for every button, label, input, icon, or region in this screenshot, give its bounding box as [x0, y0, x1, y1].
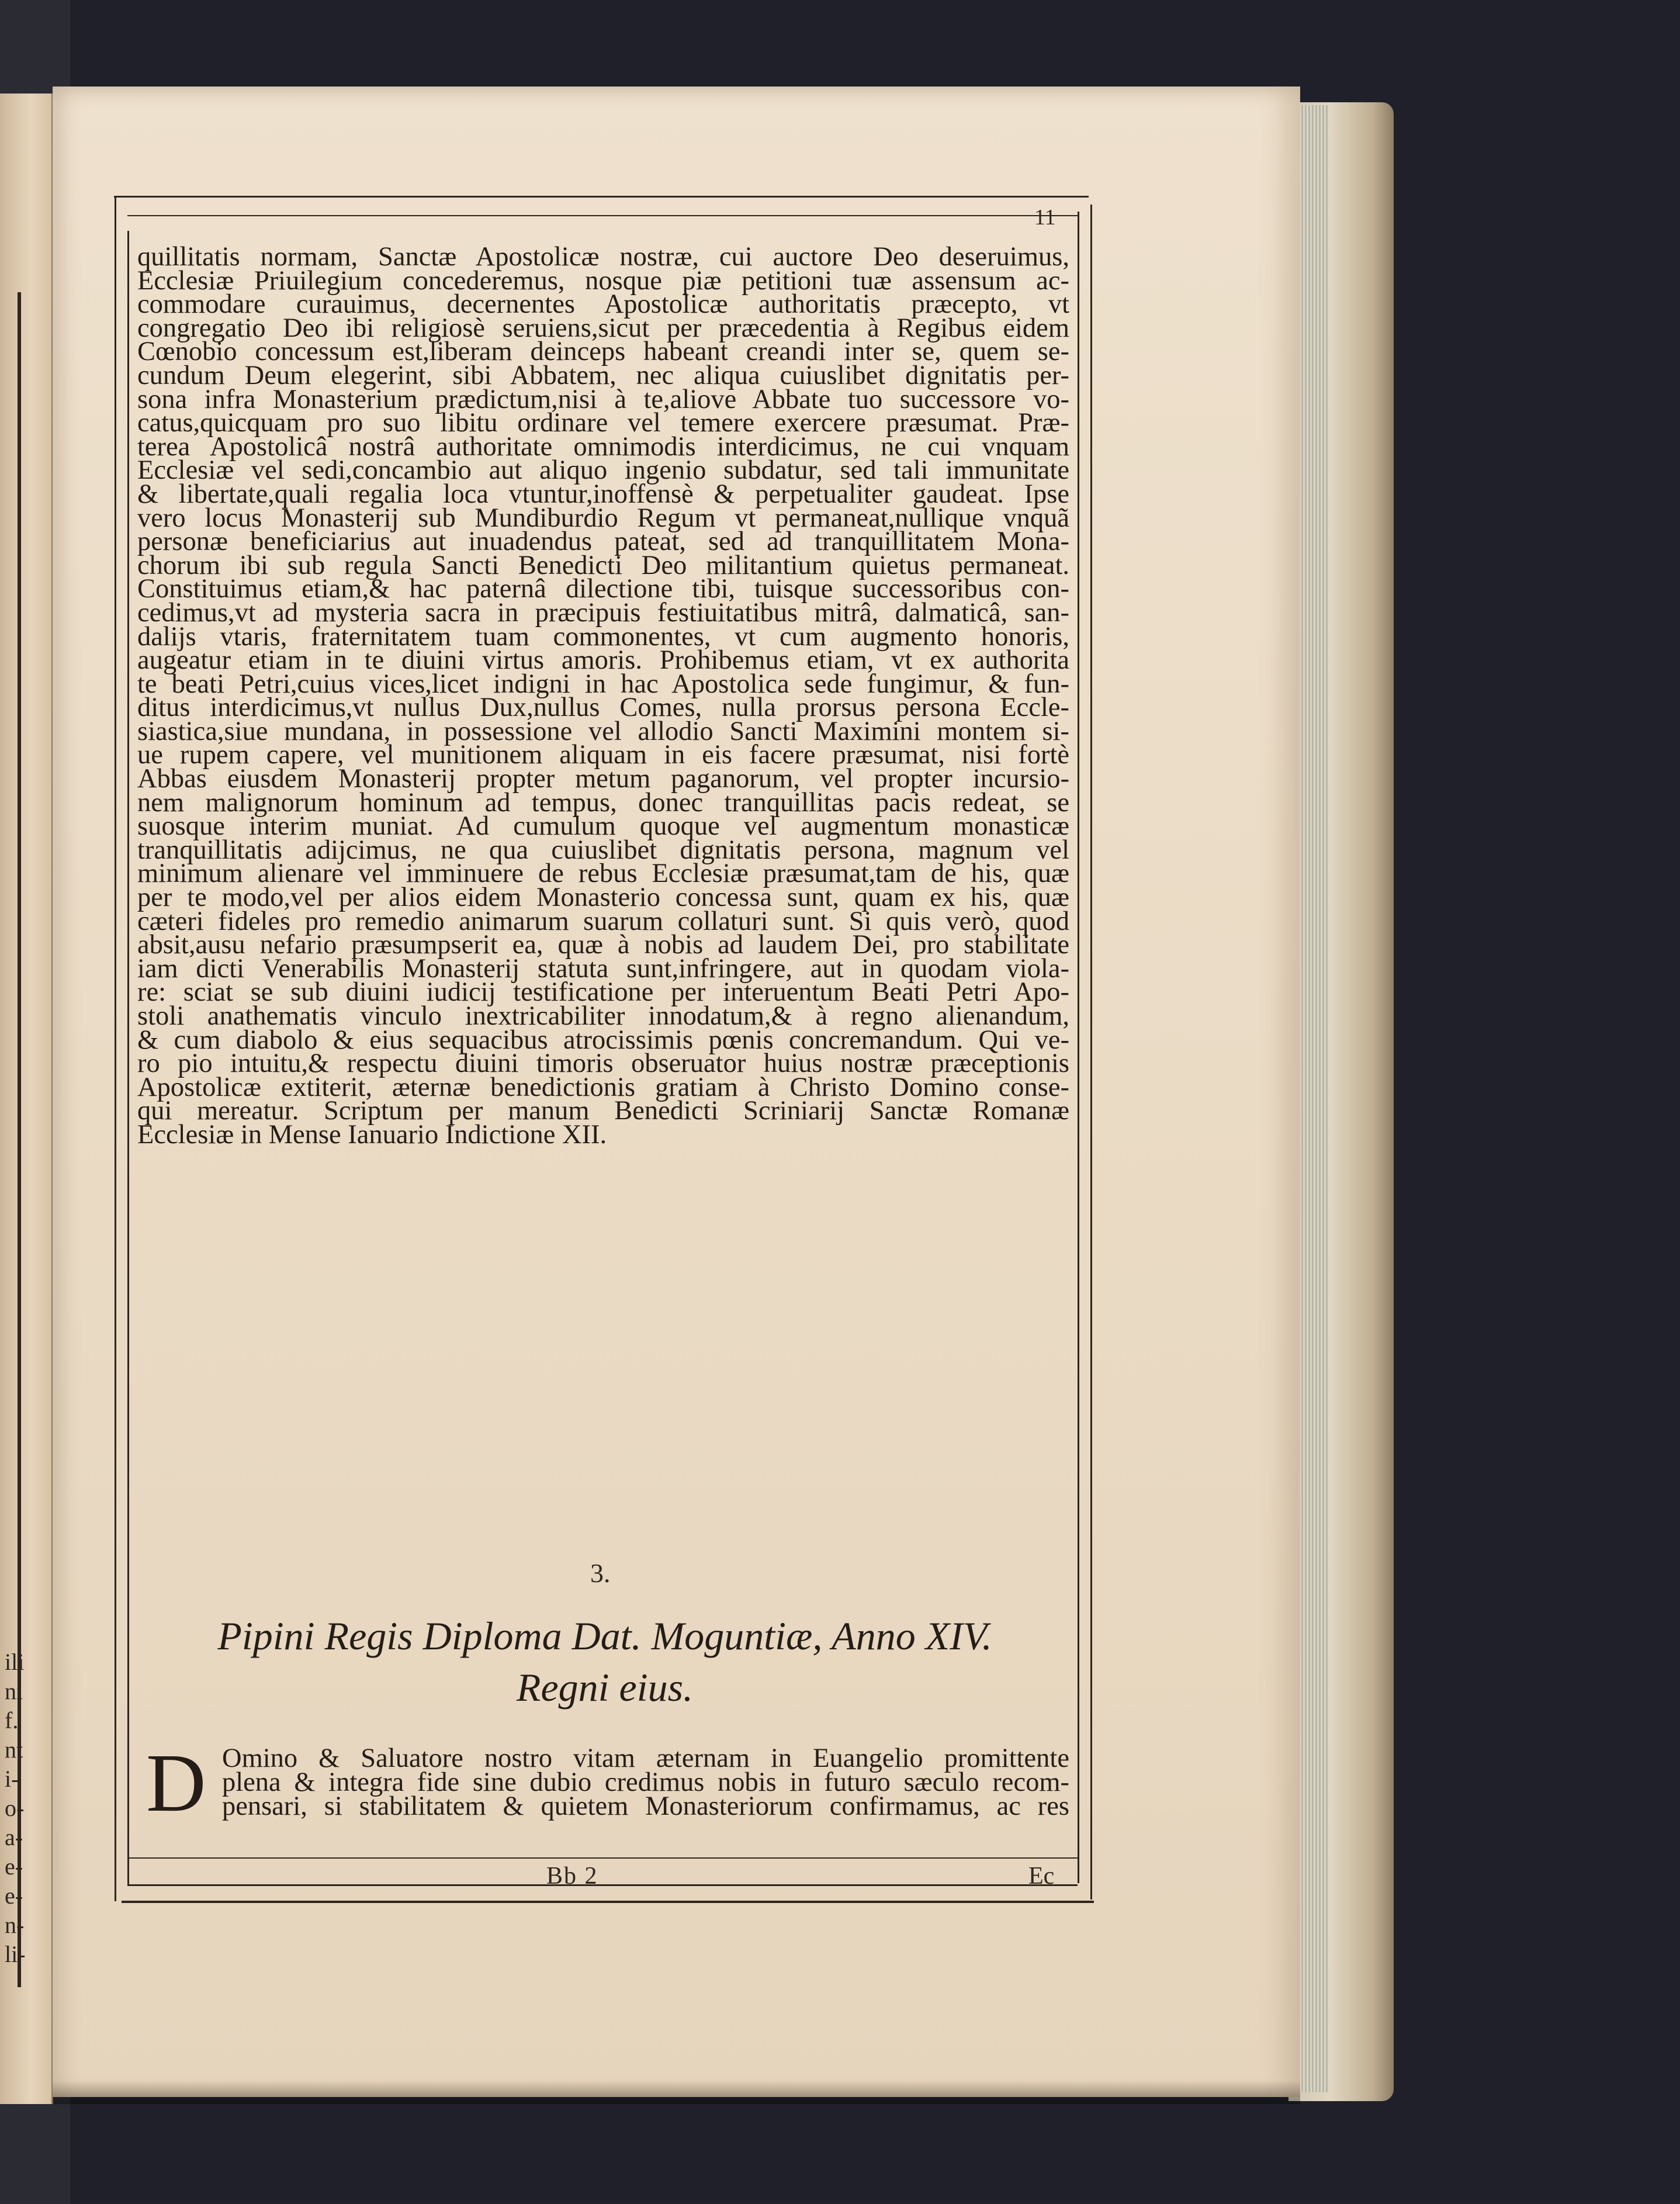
frame-rule — [122, 1901, 1094, 1903]
text-line: per te modo,vel per alios eidem Monasterio concessa sunt, quam ex his, quæ — [137, 883, 1069, 913]
text-line: Omino & Saluatore nostro vitam æternam in Euangelio promittente — [222, 1743, 1069, 1773]
body-text — [137, 242, 1069, 1150]
diploma-text — [222, 1743, 1069, 1821]
left-fragment: ili — [5, 1649, 25, 1675]
drop-cap: D — [146, 1736, 206, 1829]
left-fragment: e- — [5, 1883, 23, 1909]
text-line: & cum diabolo & eius sequacibus atrocissimis pœnis concremandum. Qui ve- — [137, 1025, 1069, 1055]
text-line: Ecclesiæ in Mense Ianuario Indictione XII. — [137, 1119, 607, 1150]
section-number: 3. — [590, 1558, 611, 1588]
text-line: vero locus Monasterij sub Mundiburdio Regum vt permaneat,nullique vnquã — [137, 503, 1069, 533]
left-page-edge — [0, 94, 53, 2104]
text-line: nem malignorum hominum ad tempus, donec tranquillitas pacis redeat, se — [137, 787, 1069, 818]
text-line: cedimus,vt ad mysteria sacra in præcipuis festiuitatibus mitrâ, dalmaticâ, san- — [137, 597, 1069, 628]
text-line: augeatur etiam in te diuini virtus amoris. Prohibemus etiam, vt ex authorita — [137, 645, 1069, 676]
left-fragment: o- — [5, 1795, 25, 1821]
section-heading — [140, 1610, 1069, 1713]
left-fragment: li- — [5, 1941, 26, 1967]
text-line: dalijs vtaris, fraternitatem tuam commonentes, vt cum augmento honoris, — [137, 621, 1069, 652]
left-fragment: i- — [5, 1766, 19, 1792]
text-line: & libertate,quali regalia loca vtuntur,inoffensè & perpetualiter gaudeat. Ipse — [137, 479, 1069, 509]
frame-rule — [127, 1857, 1078, 1859]
text-line: sona infra Monasterium prædictum,nisi à te,aliove Abbate tuo successore vo- — [137, 384, 1069, 414]
left-fragment: f. — [5, 1707, 19, 1734]
text-line: tranquillitatis adijcimus, ne qua cuiuslibet dignitatis persona, magnum vel — [137, 835, 1069, 865]
text-line: catus,quicquam pro suo libitu ordinare vel temere exercere præsumat. Præ- — [137, 408, 1069, 438]
text-line: Cœnobio concessum est,liberam deinceps habeant creandi inter se, quem se- — [137, 337, 1069, 367]
text-line: cæteri fideles pro remedio animarum suarum collaturi sunt. Si quis verò, quod — [137, 906, 1069, 936]
text-line: Abbas eiusdem Monasterij propter metum paganorum, vel propter incursio- — [137, 764, 1069, 794]
frame-rule — [1090, 205, 1092, 1899]
left-fragment: ni — [5, 1678, 23, 1704]
signature-mark: Bb 2 — [546, 1863, 598, 1890]
text-line: cundum Deum elegerint, sibi Abbatem, nec aliqua cuiuslibet dignitatis per- — [137, 360, 1069, 390]
frame-rule — [127, 215, 1078, 216]
text-line: qui mereatur. Scriptum per manum Benedicti Scriniarij Sanctæ Romanæ — [137, 1096, 1069, 1126]
text-line: minimum alienare vel imminuere de rebus Ecclesiæ præsumat,tam de his, quæ — [137, 859, 1069, 889]
text-line: suosque interim muniat. Ad cumulum quoque vel augmentum monasticæ — [137, 811, 1069, 842]
text-line: siastica,siue mundana, in possessione vel allodio Sancti Maximini montem si- — [137, 716, 1069, 746]
text-line: commodare curauimus, decernentes Apostolicæ authoritatis præcepto, vt — [137, 289, 1069, 320]
page-shadow — [53, 2081, 1300, 2104]
heading-line: Pipini Regis Diploma Dat. Moguntiæ, Anno XIV. — [217, 1614, 992, 1658]
text-line: Ecclesiæ Priuilegium concederemus, nosque piæ petitioni tuæ assensum ac- — [137, 265, 1069, 296]
page-number: 11 — [1034, 205, 1056, 230]
text-line: plena & integra fide sine dubio credimus nobis in futuro sæculo recom- — [222, 1767, 1069, 1797]
frame-rule — [1078, 212, 1079, 1883]
left-fragment: nt — [5, 1736, 23, 1763]
text-line: pensari, si stabilitatem & quietem Monasteriorum confirmamus, ac res — [222, 1791, 1069, 1821]
text-line: ue rupem capere, vel munitionem aliquam in eis facere præsumat, nisi fortè — [137, 740, 1069, 770]
text-line: te beati Petri,cuius vices,licet indigni in hac Apostolica sede fungimur, & fun- — [137, 669, 1069, 699]
frame-rule — [127, 231, 129, 1885]
left-fragment: a- — [5, 1824, 23, 1850]
text-line: absit,ausu nefario præsumpserit ea, quæ à nobis ad laudem Dei, pro stabilitate — [137, 930, 1069, 960]
text-line: personæ beneficiarius aut inuadendus pateat, sed ad tranquillitatem Mona- — [137, 527, 1069, 557]
text-line: ro pio intuitu,& respectu diuini timoris obseruator huius nostræ præceptionis — [137, 1049, 1069, 1079]
text-line: congregatio Deo ibi religiosè seruiens,sicut per præcedentia à Regibus eidem — [137, 313, 1069, 343]
text-line: Apostolicæ extiterit, æternæ benedictionis gratiam à Christo Domino conse- — [137, 1072, 1069, 1102]
text-line: stoli anathematis vinculo inextricabiliter innodatum,& à regno alienandum, — [137, 1001, 1069, 1031]
catchword: Ec — [1028, 1863, 1055, 1890]
left-fragment: e- — [5, 1853, 23, 1880]
text-line: terea Apostolicâ nostrâ authoritate omnimodis interdicimus, ne cui vnquam — [137, 431, 1069, 462]
text-line: Constituimus etiam,& hac paternâ dilectione tibi, tuisque successoribus con- — [137, 574, 1069, 604]
text-line: ditus interdicimus,vt nullus Dux,nullus Comes, nulla prorsus persona Eccle- — [137, 693, 1069, 723]
text-line: Ecclesiæ vel sedi,concambio aut aliquo ingenio subdatur, sed tali immunitate — [137, 455, 1069, 486]
text-line: re: sciat se sub diuini iudicij testificatione per interuentum Beati Petri Apo- — [137, 977, 1069, 1008]
left-fragment: n- — [5, 1912, 25, 1938]
text-line: chorum ibi sub regula Sancti Benedicti Deo militantium quietus permaneat. — [137, 550, 1069, 580]
text-line: iam dicti Venerabilis Monasterij statuta sunt,infringere, aut in quodam viola- — [137, 953, 1069, 984]
text-line: quillitatis normam, Sanctæ Apostolicæ nostræ, cui auctore Deo deseruimus, — [137, 242, 1069, 272]
frame-rule — [127, 1884, 1078, 1886]
heading-line: Regni eius. — [516, 1665, 694, 1710]
frame-rule — [115, 198, 116, 1901]
frame-rule — [114, 196, 1089, 198]
